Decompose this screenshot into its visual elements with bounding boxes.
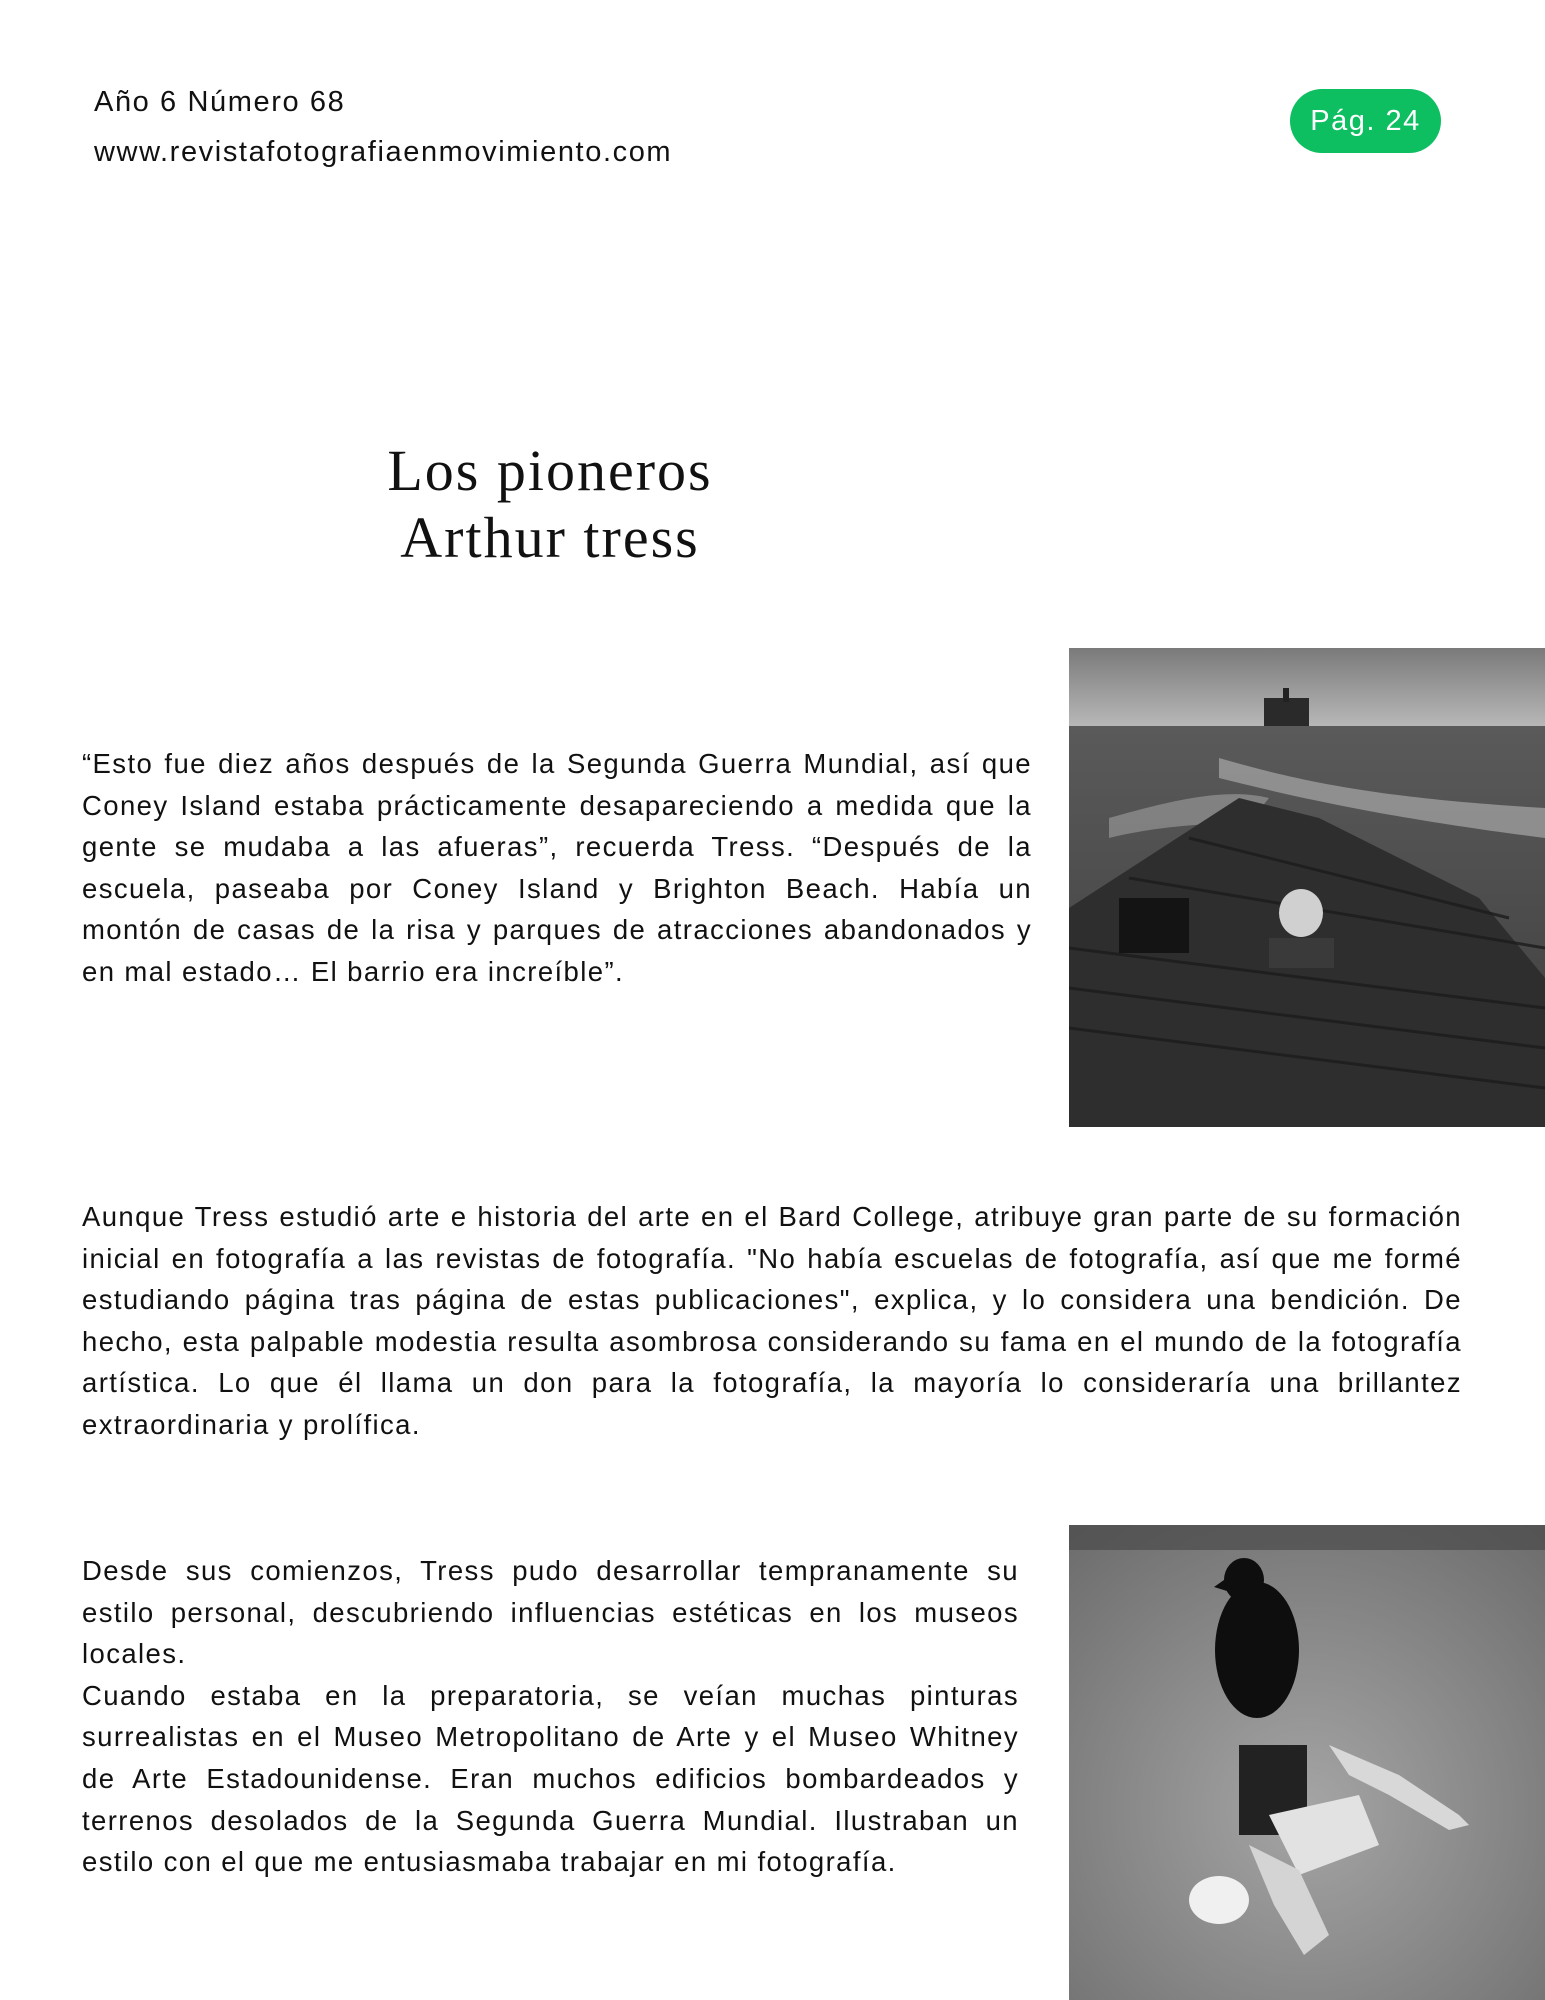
title-line-section: Los pioneros (387, 438, 713, 503)
photo-boy-in-roof (1069, 648, 1545, 1127)
issue-number: Año 6 Número 68 (94, 86, 346, 118)
title-line-name: Arthur tress (400, 505, 700, 570)
page-number-badge (1290, 89, 1441, 153)
photo-raven-and-girl-image (1069, 1525, 1545, 2000)
website-url[interactable]: www.revistafotografiaenmovimiento.com (94, 136, 673, 168)
paragraph-style-early: Desde sus comienzos, Tress pudo desarrollar tempranamente su estilo personal, descubriendo influencias estéticas en los museos locales. (82, 1555, 1019, 1670)
paragraph-education: Aunque Tress estudió arte e historia del arte en el Bard College, atribuye gran parte de su formación inicial en fotografía a las revistas de fotografía. "No había escuelas de fotografía, así que me formé estudiando página tras página de estas publicaciones", explica, y lo considera una bendición. De hecho, esta palpable modestia resulta asombrosa considerando su fama en el mundo de la fotografía artística. Lo que él llama un don para la fotografía, la mayoría lo consideraría una brillantez extraordinaria y prolífica. (82, 1201, 1462, 1440)
photo-boy-in-roof-image (1069, 648, 1545, 1127)
paragraph-quote: “Esto fue diez años después de la Segunda Guerra Mundial, así que Coney Island estaba prácticamente desapareciendo a medida que la gente se mudaba a las afueras”, recuerda Tress. “Después de la escuela, paseaba por Coney Island y Brighton Beach. Había un montón de casas de la risa y parques de atracciones abandonados y en mal estado… El barrio era increíble”. (82, 748, 1032, 987)
paragraph-style-museums: Cuando estaba en la preparatoria, se veían muchas pinturas surrealistas en el Museo Metropolitano de Arte y el Museo Whitney de Arte Estadounidense. Eran muchos edificios bombardeados y terrenos desolados de la Segunda Guerra Mundial. Ilustraban un estilo con el que me entusiasmaba trabajar en mi fotografía. (82, 1679, 1019, 1878)
page-number-label: Pág. 24 (1310, 104, 1421, 137)
photo-raven-and-girl (1069, 1525, 1545, 2000)
paragraph-style (82, 1550, 1019, 1883)
article-title (300, 437, 800, 571)
